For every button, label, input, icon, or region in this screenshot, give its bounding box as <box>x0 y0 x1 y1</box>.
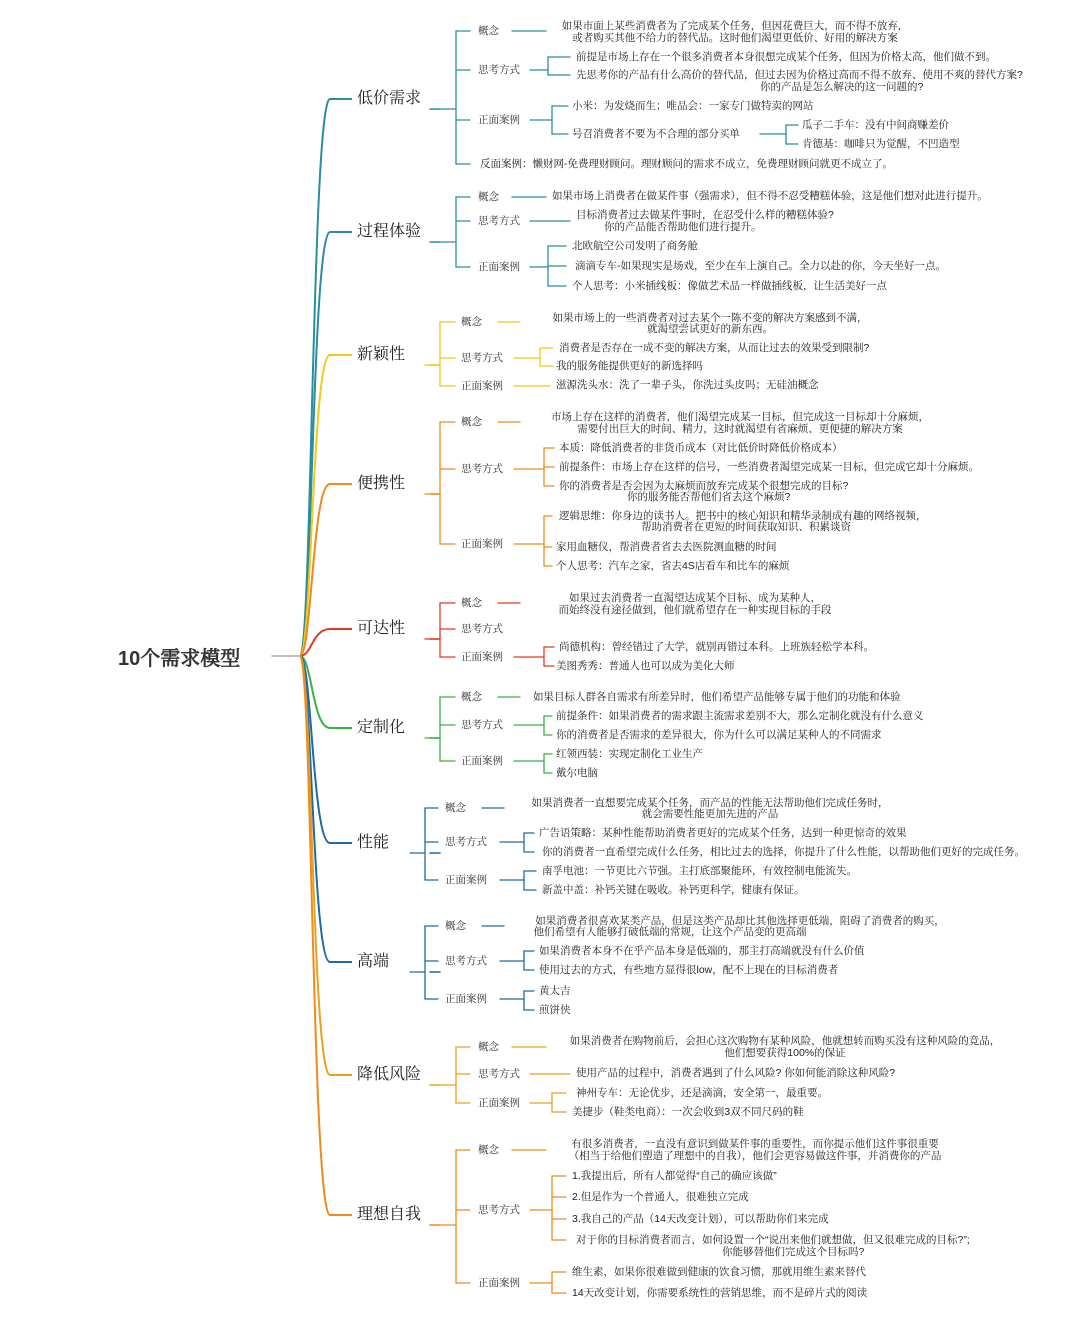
concept-line: 如果过去消费者一直渴望达成某个目标、成为某种人， <box>569 592 821 604</box>
label-concept: 概念 <box>478 1144 499 1156</box>
case-line: 新盖中盖：补钙关键在吸收。补钙更科学，健康有保证。 <box>542 884 805 896</box>
thinking-line: 如果消费者本身不在乎产品本身是低端的，那主打高端就没有什么价值 <box>539 945 865 957</box>
concept-line: 如果消费者在购物前后，会担心这次购物有某种风险，他就想转而购买没有这种风险的竞品， <box>569 1035 1001 1047</box>
label-thinking: 思考方式 <box>461 352 503 364</box>
case-line: 家用血糖仪，帮消费者省去去医院测血糖的时间 <box>556 541 777 553</box>
category-high-end: 高端 <box>357 953 390 970</box>
thinking-line: 我的服务能提供更好的新选择吗 <box>556 360 703 372</box>
concept-line: 他们希望有人能够打破低端的常规，让这个产品变的更高端 <box>533 926 807 938</box>
category-branch <box>300 629 352 656</box>
case-line: 戴尔电脑 <box>556 767 598 779</box>
case-line: 美捷步（鞋类电商）：一次会收到3双不同尺码的鞋 <box>572 1106 804 1118</box>
category-portability: 便携性 <box>357 475 406 492</box>
concept-line: 如果目标人群各自需求有所差异时，他们希望产品能够专属于他们的功能和体验 <box>533 691 901 703</box>
label-cases: 正面案例 <box>461 380 503 392</box>
case-line: 北欧航空公司发明了商务舱 <box>572 240 698 252</box>
label-cases: 正面案例 <box>461 755 503 767</box>
category-novelty: 新颖性 <box>357 346 406 363</box>
category-low-price: 低价需求 <box>357 90 422 107</box>
concept-line: （相当于给他们塑造了理想中的自我），他们会更容易做这件事，并消费你的产品 <box>568 1150 942 1162</box>
case-line: 滴滴专车-如果现实是场戏，至少在车上演自己。全力以赴的你，今天坐好一点。 <box>575 260 946 272</box>
case-line: 尚德机构：曾经错过了大学，就别再错过本科。上班族轻松学本科。 <box>559 641 874 653</box>
category-branch <box>300 355 352 656</box>
label-thinking: 思考方式 <box>478 1068 520 1080</box>
case-line: 滋源洗头水：洗了一辈子头，你洗过头皮吗；无硅油概念 <box>556 379 819 391</box>
concept-line: 如果市场上消费者在做某件事（强需求），但不得不忍受糟糕体验，这是他们想对此进行提升。 <box>552 190 988 202</box>
label-concept: 概念 <box>478 25 499 37</box>
thinking-line: 使用产品的过程中，消费者遇到了什么风险? 你如何能消除这种风险? <box>576 1067 896 1079</box>
category-branch <box>300 656 352 962</box>
label-concept: 概念 <box>461 691 482 703</box>
thinking-line: 前提条件：如果消费者的需求跟主流需求差别不大，那么定制化就没有什么意义 <box>556 710 924 722</box>
category-branch <box>300 656 352 1075</box>
label-thinking: 思考方式 <box>445 836 487 848</box>
label-thinking: 思考方式 <box>478 1204 520 1216</box>
case-line: 维生素，如果你很难做到健康的饮食习惯，那就用维生素来替代 <box>572 1266 866 1278</box>
thinking-line: 使用过去的方式，有些地方显得很low，配不上现在的目标消费者 <box>539 964 839 976</box>
concept-line: 如果消费者一直想要完成某个任务，而产品的性能无法帮助他们完成任务时， <box>531 797 889 809</box>
thinking-line: 你的消费者是否会因为太麻烦而放弃完成某个很想完成的目标? <box>559 480 849 492</box>
case-line: 瓜子二手车：没有中间商赚差价 <box>802 119 949 131</box>
label-thinking: 思考方式 <box>478 215 520 227</box>
thinking-line: 前提是市场上存在一个很多消费者本身很想完成某个任务，但因为价格太高，他们做不到。 <box>576 51 996 63</box>
concept-line: 就渴望尝试更好的新东西。 <box>647 323 773 335</box>
concept-line: 而始终没有途径做到，他们就希望存在一种实现目标的手段 <box>558 604 832 616</box>
thinking-line: 你能够替他们完成这个目标吗? <box>722 1246 865 1258</box>
concept-line: 需要付出巨大的时间、精力，这时就渴望有省麻烦、更便捷的解决方案 <box>577 423 903 435</box>
label-concept: 概念 <box>445 920 466 932</box>
thinking-line: 对于你的目标消费者而言，如何设置一个“说出来他们就想做，但又很难完成的目标?”; <box>576 1234 970 1246</box>
thinking-line: 你的消费者是否需求的差异很大，你为什么可以满足某种人的不同需求 <box>556 729 882 741</box>
label-cases: 正面案例 <box>478 261 520 273</box>
concept-line: 如果消费者很喜欢某类产品，但是这类产品却比其他选择更低端，阻碍了消费者的购买， <box>535 915 945 927</box>
thinking-line: 1.我提出后，所有人都觉得“自己的确应该做” <box>572 1170 777 1182</box>
label-concept: 概念 <box>478 1041 499 1053</box>
category-accessibility: 可达性 <box>357 620 406 637</box>
label-cases: 正面案例 <box>478 1277 520 1289</box>
label-concept: 概念 <box>461 597 482 609</box>
category-reduce-risk: 降低风险 <box>357 1066 422 1083</box>
label-thinking: 思考方式 <box>445 955 487 967</box>
case-line: 南孚电池：一节更比六节强。主打底部聚能环，有效控制电能流失。 <box>542 865 857 877</box>
label-concept: 概念 <box>461 316 482 328</box>
label-cases: 正面案例 <box>461 538 503 550</box>
category-customization: 定制化 <box>357 719 406 736</box>
case-line: 逻辑思维：你身边的读书人。把书中的核心知识和精华录制成有趣的网络视频， <box>559 510 927 522</box>
case-line: 美图秀秀：普通人也可以成为美化大师 <box>556 660 735 672</box>
label-thinking: 思考方式 <box>461 623 503 635</box>
case-line: 号召消费者不要为不合理的部分买单 <box>572 128 740 140</box>
category-performance: 性能 <box>357 834 390 851</box>
category-process-experience: 过程体验 <box>357 223 422 240</box>
concept-line: 他们想要获得100%的保证 <box>724 1047 846 1059</box>
thinking-line: 消费者是否存在一成不变的解决方案，从而让过去的效果受到限制? <box>559 342 870 354</box>
label-thinking: 思考方式 <box>478 64 520 76</box>
thinking-line: 2.但是作为一个普通人，很难独立完成 <box>572 1191 749 1203</box>
case-line: 小米：为发烧而生；唯品会：一家专门做特卖的网站 <box>572 100 814 112</box>
case-line: 个人思考：汽车之家，省去4S店看车和比车的麻烦 <box>556 560 790 572</box>
thinking-line: 你的产品是怎么解决的这一问题的? <box>760 81 924 93</box>
concept-line: 有很多消费者，一直没有意识到做某件事的重要性，而你提示他们这件事很重要 <box>571 1138 939 1150</box>
case-line: 14天改变计划，你需要系统性的营销思维，而不是碎片式的阅读 <box>572 1287 868 1299</box>
case-line: 个人思考：小米插线板：像做艺术品一样做插线板，让生活美好一点 <box>572 280 887 292</box>
thinking-line: 你的消费者一直希望完成什么任务，相比过去的选择，你提升了什么性能，以帮助他们更好的完成任务。 <box>542 846 1025 858</box>
case-line: 红领西装：实现定制化工业生产 <box>556 748 703 760</box>
concept-line: 如果市面上某些消费者为了完成某个任务，但因花费巨大，而不得不放弃， <box>561 20 909 32</box>
case-line: 肯德基：咖啡只为觉醒，不凹造型 <box>802 138 960 150</box>
thinking-line: 广告语策略：某种性能帮助消费者更好的完成某个任务，达到一种更惊奇的效果 <box>539 827 907 839</box>
case-line: 帮助消费者在更短的时间获取知识、积累谈资 <box>641 521 851 533</box>
thinking-line: 你的产品能否帮助他们进行提升。 <box>604 221 762 233</box>
thinking-line: 你的服务能否帮他们省去这个麻烦? <box>627 491 791 503</box>
thinking-line: 本质：降低消费者的非货币成本（对比低价时降低价格成本） <box>559 442 843 454</box>
label-concept: 概念 <box>478 191 499 203</box>
concept-line: 或者购买其他不给力的替代品。这时他们渴望更低价、好用的解决方案 <box>572 32 898 44</box>
concept-line: 就会需要性能更加先进的产品 <box>641 808 779 820</box>
label-thinking: 思考方式 <box>461 719 503 731</box>
negative-case: 反面案例：懒财网-免费理财顾问。理财顾问的需求不成立，免费理财顾问就更不成立了。 <box>480 158 893 170</box>
root-title: 10个需求模型 <box>118 648 241 670</box>
case-line: 神州专车：无论优步，还是滴滴，安全第一，最重要。 <box>576 1087 828 1099</box>
category-ideal-self: 理想自我 <box>357 1206 422 1223</box>
thinking-line: 先思考你的产品有什么高价的替代品，但过去因为价格过高而不得不放弃、使用不爽的替代方案? <box>576 69 1023 81</box>
label-cases: 正面案例 <box>445 874 487 886</box>
label-cases: 正面案例 <box>478 114 520 126</box>
label-concept: 概念 <box>461 416 482 428</box>
label-cases: 正面案例 <box>478 1097 520 1109</box>
concept-line: 如果市场上的一些消费者对过去某个一陈不变的解决方案感到不满， <box>552 312 868 324</box>
thinking-line: 前提条件：市场上存在这样的信号，一些消费者渴望完成某一目标，但完成它却十分麻烦。 <box>559 461 979 473</box>
label-cases: 正面案例 <box>461 651 503 663</box>
case-line: 黄太吉 <box>539 985 571 997</box>
thinking-line: 3.我自己的产品（14天改变计划），可以帮助你们来完成 <box>572 1213 829 1225</box>
case-line: 煎饼侠 <box>539 1004 571 1016</box>
label-cases: 正面案例 <box>445 993 487 1005</box>
thinking-line: 目标消费者过去做某件事时，在忍受什么样的糟糕体验? <box>576 209 834 221</box>
label-concept: 概念 <box>445 802 466 814</box>
label-thinking: 思考方式 <box>461 463 503 475</box>
category-branch <box>300 656 352 1215</box>
concept-line: 市场上存在这样的消费者，他们渴望完成某一目标，但完成这一目标却十分麻烦， <box>551 411 929 423</box>
